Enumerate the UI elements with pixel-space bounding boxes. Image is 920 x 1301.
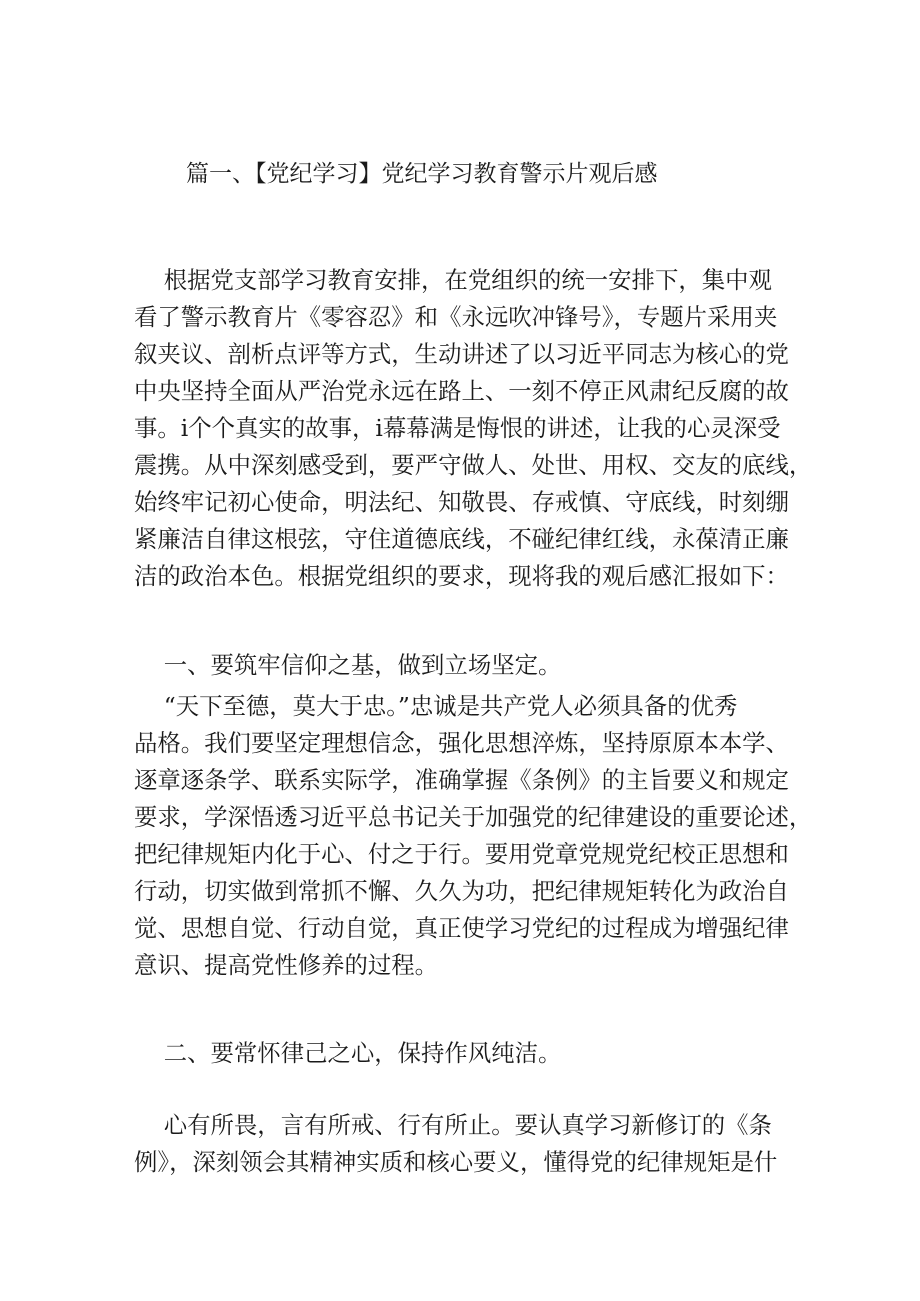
text-line: 紧廉洁自律这根弦，守住道德底线，不碰纪律红线，永葆清正廉 [134, 525, 789, 553]
text-line: 把纪律规矩内化于心、付之于行。要用党章党规党纪校正思想和 [134, 840, 789, 868]
text-line: 觉、思想自觉、行动自觉，真正使学习党纪的过程成为增强纪律 [134, 914, 789, 942]
text-line: 例》，深刻领会其精神实质和核心要义，懂得党的纪律规矩是什 [134, 1148, 778, 1176]
text-line: 意识、提高党性修养的过程。 [134, 951, 439, 979]
section2-paragraph [134, 1107, 794, 1181]
text-line: 品格。我们要坚定理想信念，强化思想淬炼，坚持原原本本学、 [134, 729, 789, 757]
text-line: 洁的政治本色。根据党组织的要求，现将我的观后感汇报如下： [134, 562, 789, 590]
text-line: 看了警示教育片《零容忍》和《永远吹冲锋号》，专题片采用夹 [134, 303, 778, 331]
text-line: 始终牢记初心使命，明法纪、知敬畏、存戒慎、守底线，时刻绷 [134, 488, 789, 516]
text-line: 根据党支部学习教育安排，在党组织的统一安排下，集中观 [134, 266, 772, 294]
text-line: 要求，学深悟透习近平总书记关于加强党的纪律建设的重要论述， [134, 803, 813, 831]
text-line: 心有所畏，言有所戒、行有所止。要认真学习新修订的《条 [134, 1111, 772, 1139]
text-line: 中央坚持全面从严治党永远在路上、一刻不停正风肃纪反腐的故 [134, 377, 789, 405]
intro-paragraph [134, 262, 813, 595]
text-line: 行动，切实做到常抓不懈、久久为功，把纪律规矩转化为政治自 [134, 877, 789, 905]
text-line: 叙夹议、剖析点评等方式，生动讲述了以习近平同志为核心的党 [134, 340, 789, 368]
section-heading-1: 一、要筑牢信仰之基，做到立场坚定。 [134, 651, 562, 679]
section-heading-2: 二、要常怀律己之心，保持作风纯洁。 [134, 1039, 562, 1067]
text-line: 震携。从中深刻感受到，要严守做人、处世、用权、交友的底线， [134, 451, 813, 479]
document-title: 篇一、【党纪学习】党纪学习教育警示片观后感 [186, 161, 658, 187]
text-line: 逐章逐条学、联系实际学，准确掌握《条例》的主旨要义和规定 [134, 766, 789, 794]
text-line: “天下至德，莫大于忠。”忠诚是共产党人必须具备的优秀 [134, 692, 738, 720]
section1-paragraph [134, 688, 813, 984]
text-line: 事。i个个真实的故事，i幕幕满是悔恨的讲述，让我的心灵深受 [134, 414, 781, 442]
